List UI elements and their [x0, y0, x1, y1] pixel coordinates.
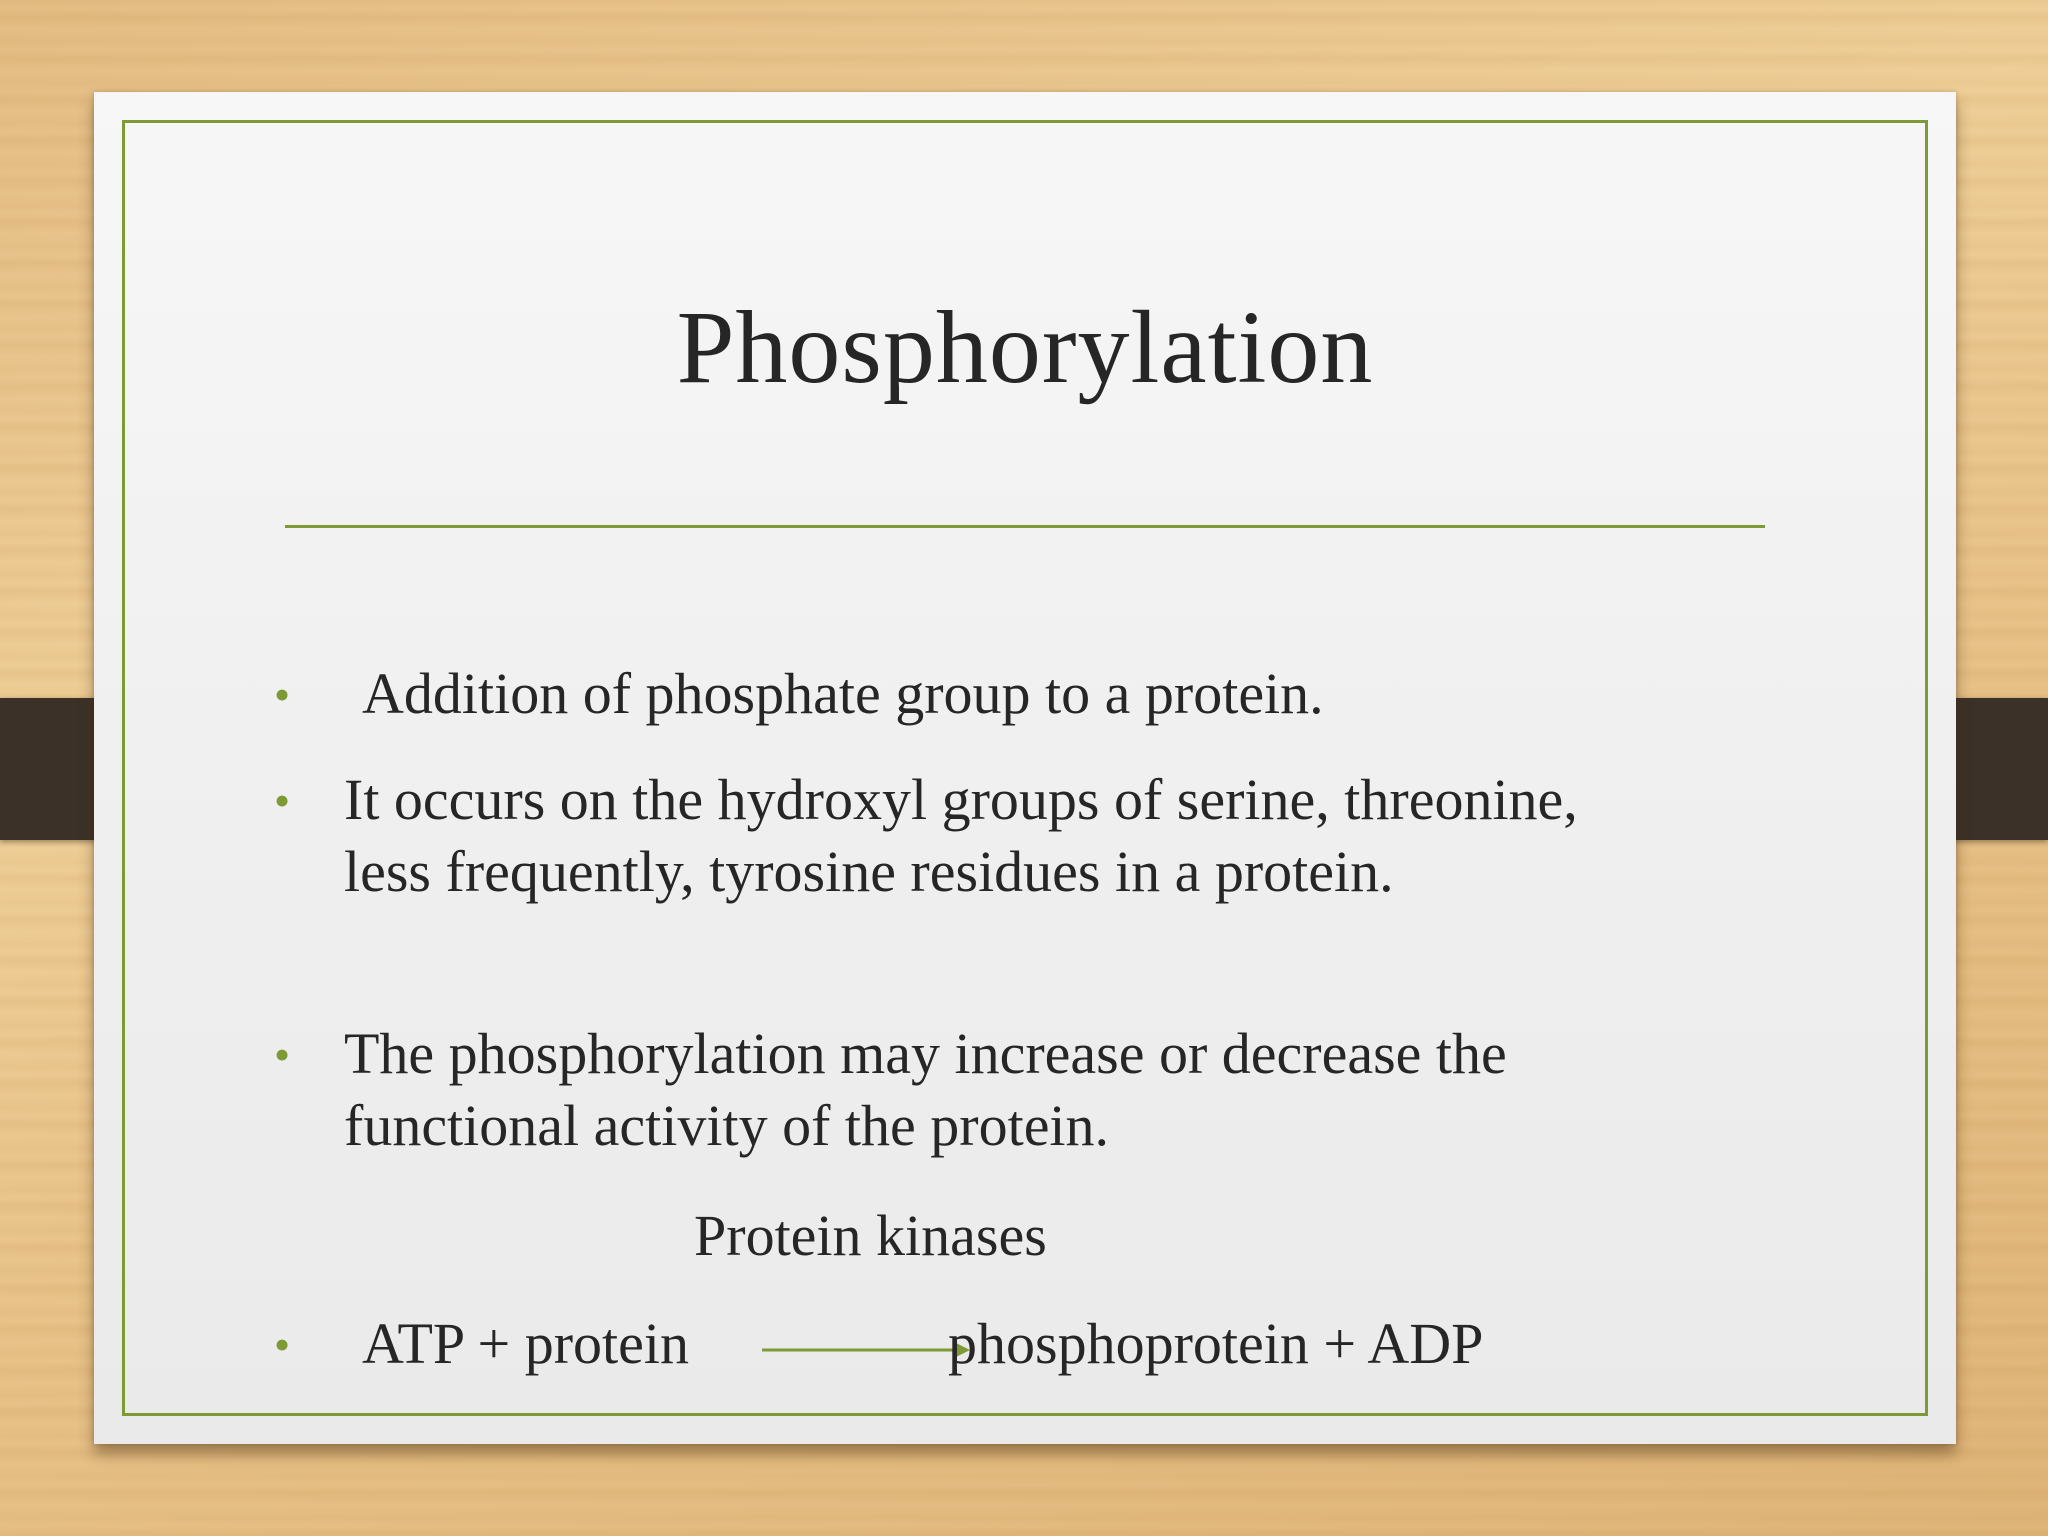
bullet-item	[274, 658, 1794, 730]
reaction-equation	[362, 1308, 1862, 1380]
reaction-products: phosphoprotein + ADP	[948, 1311, 1484, 1376]
bullet-dot-icon: •	[274, 775, 291, 826]
bullet-text: The phosphorylation may increase or decrease the functional activity of the protein.	[344, 1021, 1507, 1158]
bullet-item	[274, 764, 1794, 908]
bullet-text: Addition of phosphate group to a protein.	[362, 661, 1324, 726]
slide-title: Phosphorylation	[676, 290, 1374, 405]
reaction-reactants: ATP + protein	[362, 1311, 689, 1376]
bullet-text: It occurs on the hydroxyl groups of serine, threonine, less frequently, tyrosine residues in a protein.	[344, 767, 1578, 904]
slide-card	[94, 92, 1956, 1444]
bullet-dot-icon: •	[274, 1029, 291, 1080]
bullet-dot-icon: •	[274, 669, 291, 720]
title-divider	[285, 525, 1765, 528]
bullet-item	[274, 1018, 1794, 1162]
enzyme-label: Protein kinases	[694, 1203, 1047, 1268]
right-arrow-icon	[762, 1342, 970, 1358]
bullet-dot-icon: •	[274, 1319, 291, 1370]
